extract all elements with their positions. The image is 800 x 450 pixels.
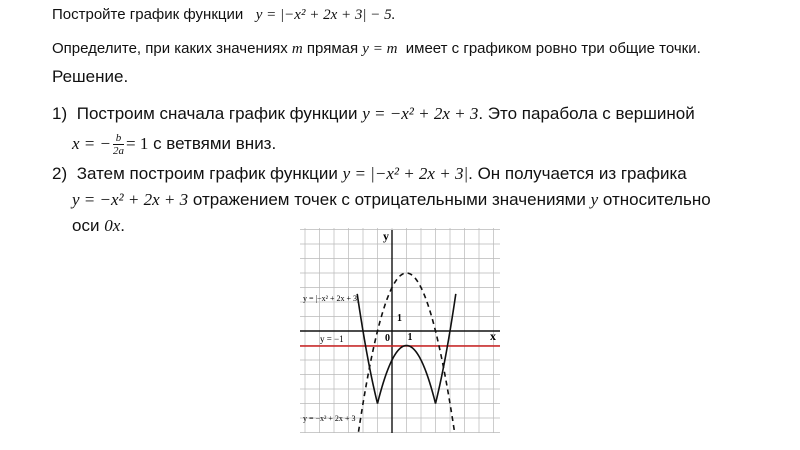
origin-label: 0 (385, 333, 390, 344)
frac-denominator: 2a (113, 145, 124, 157)
step-text: с ветвями вниз. (153, 133, 277, 153)
step-formula: y = −x² + 2x + 3 (362, 104, 479, 123)
step-text: . Он получается из графика (468, 164, 687, 183)
task-formula: y = |−x² + 2x + 3| − 5. (255, 7, 396, 23)
y-axis-label: y (383, 229, 389, 243)
vertex-formula: x = − (72, 133, 111, 153)
solution-heading: Решение. (52, 67, 129, 86)
task-line-2 (52, 40, 701, 58)
task-text: имеет с графиком ровно три общие точки. (405, 40, 701, 57)
unit-y-label: 1 (397, 313, 402, 324)
x-axis-label: x (490, 329, 496, 343)
task-formula: y = m (362, 41, 398, 57)
step-2 (52, 164, 687, 184)
step-number: 1) (52, 104, 68, 123)
task-text: прямая (306, 40, 359, 57)
step-text: . (120, 216, 125, 235)
step-text: . Это парабола с вершиной (478, 104, 695, 123)
task-text: Определите, при каких значениях (52, 40, 288, 57)
task-text: Постройте график функции (52, 6, 244, 23)
vertex-fraction (113, 132, 124, 157)
step-1 (52, 104, 695, 124)
vertex-formula: = 1 (126, 133, 149, 153)
step-text: Затем построим график функции (76, 164, 338, 183)
step-text: относительно (602, 190, 711, 209)
frac-numerator: b (113, 132, 124, 145)
abs-curve-label: y = |−x² + 2x + 3| (303, 294, 359, 303)
step-axis: 0x (104, 216, 121, 235)
step-text: Построим сначала график функции (76, 104, 358, 123)
line-label: y = −1 (320, 334, 344, 344)
task-line-1 (52, 6, 395, 24)
step-var-y: y (590, 190, 599, 209)
step-formula: y = |−x² + 2x + 3| (342, 164, 469, 183)
step-text: оси (72, 216, 100, 235)
function-graph (300, 228, 500, 433)
step-2-cont (72, 190, 711, 210)
step-2-cont2 (72, 216, 125, 236)
parabola-label: y = −x² + 2x + 3 (303, 414, 356, 423)
step-formula: y = −x² + 2x + 3 (72, 190, 189, 209)
unit-x-label: 1 (407, 332, 413, 343)
step-1-cont (72, 132, 276, 157)
step-number: 2) (52, 164, 68, 183)
step-text: отражением точек с отрицательными значениями (192, 190, 586, 209)
task-var-m: m (291, 41, 303, 57)
